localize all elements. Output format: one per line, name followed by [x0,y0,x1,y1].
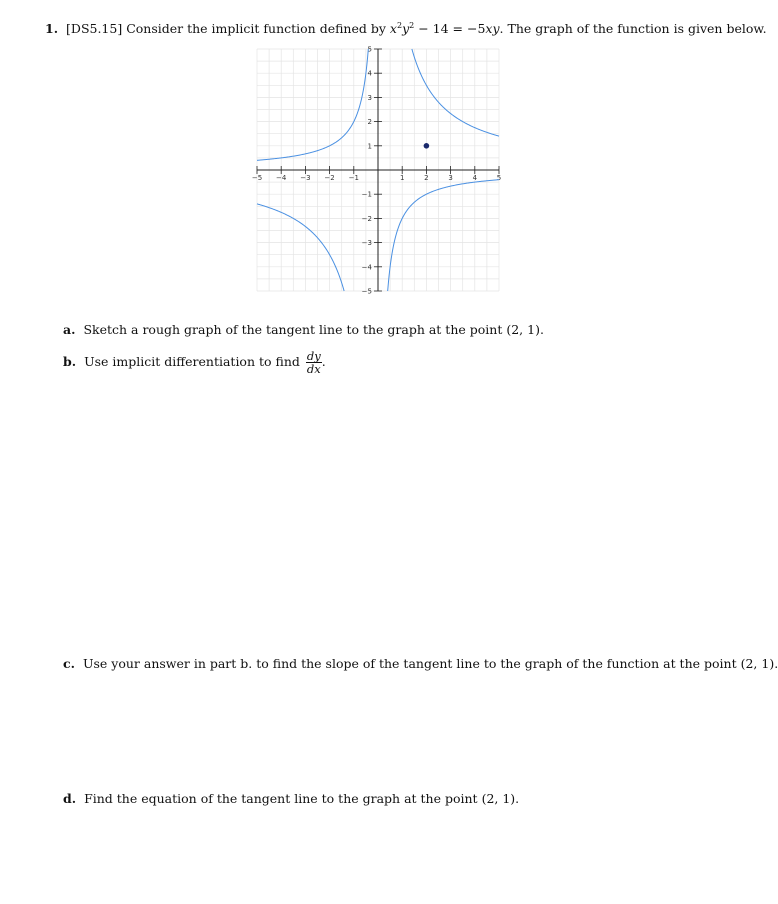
function-graph [253,45,503,295]
y-tick-label: 5 [367,45,372,54]
problem-statement [45,18,767,37]
x-tick-label: −2 [324,174,335,182]
y-tick-label: 4 [367,69,372,78]
part-d-point: (2, 1) [481,791,516,806]
x-tick-label: 4 [472,174,478,182]
part-a-text: Sketch a rough graph of the tangent line to the graph at the point [83,322,503,337]
y-tick-label: −1 [361,190,372,199]
x-tick-label: 1 [399,174,405,182]
y-tick-label: −4 [361,263,372,272]
part-d-label: d. [63,791,77,806]
y-tick-label: 3 [367,93,372,102]
problem-intro: Consider the implicit function defined by [126,21,386,37]
y-tick-label: 2 [367,118,372,127]
curve-branch-4 [257,204,344,291]
curve-branch-2 [388,180,499,291]
x-tick-label: −1 [348,174,359,182]
curve-branch-3 [412,49,499,136]
x-tick-label: −3 [300,174,311,182]
x-tick-label: −4 [276,174,287,182]
part-a-point: (2, 1) [506,322,540,337]
part-a-label: a. [63,322,76,337]
part-d: d. Find the equation of the tangent line to the graph at the point (2, 1). [63,791,520,806]
problem-tag: [DS5.15] [66,21,123,37]
part-b-text: Use implicit differentiation to find [84,354,300,369]
x-tick-label: 2 [424,174,429,182]
y-tick-label: −2 [361,214,372,223]
x-tick-label: 3 [448,174,453,182]
graph-point [424,143,430,149]
part-c-text: Use your answer in part b. to find the slope of the tangent line to the graph of the function at the point [82,656,737,671]
curve-branch-1 [257,49,368,160]
dy-dx-fraction: $\frac{dy}{dx}$ [306,349,321,376]
part-d-text: Find the equation of the tangent line to the graph at the point [84,791,478,806]
x-tick-label: −5 [251,174,263,182]
y-tick-label: 1 [367,142,372,151]
x-tick-label: 5 [496,174,502,182]
part-c-label: c. [63,656,75,671]
equation: $x^2y^2 - 14 = -5xy$. [389,21,504,37]
part-b: b. Use implicit differentiation to find $\frac{dy}{dx}$ . [63,349,326,376]
problem-trailer: The graph of the function is given below. [507,21,767,37]
part-c: c. Use your answer in part b. to find the slope of the tangent line to the graph of the function at the point (2, 1). [63,656,778,671]
tangent-point-marker [424,143,430,149]
part-b-label: b. [63,354,77,369]
part-a: a. Sketch a rough graph of the tangent line to the graph at the point (2, 1). [63,322,544,337]
part-c-point: (2, 1) [740,656,775,671]
y-tick-label: −3 [361,239,372,248]
y-tick-label: −5 [361,287,372,296]
problem-number: 1. [45,21,59,37]
